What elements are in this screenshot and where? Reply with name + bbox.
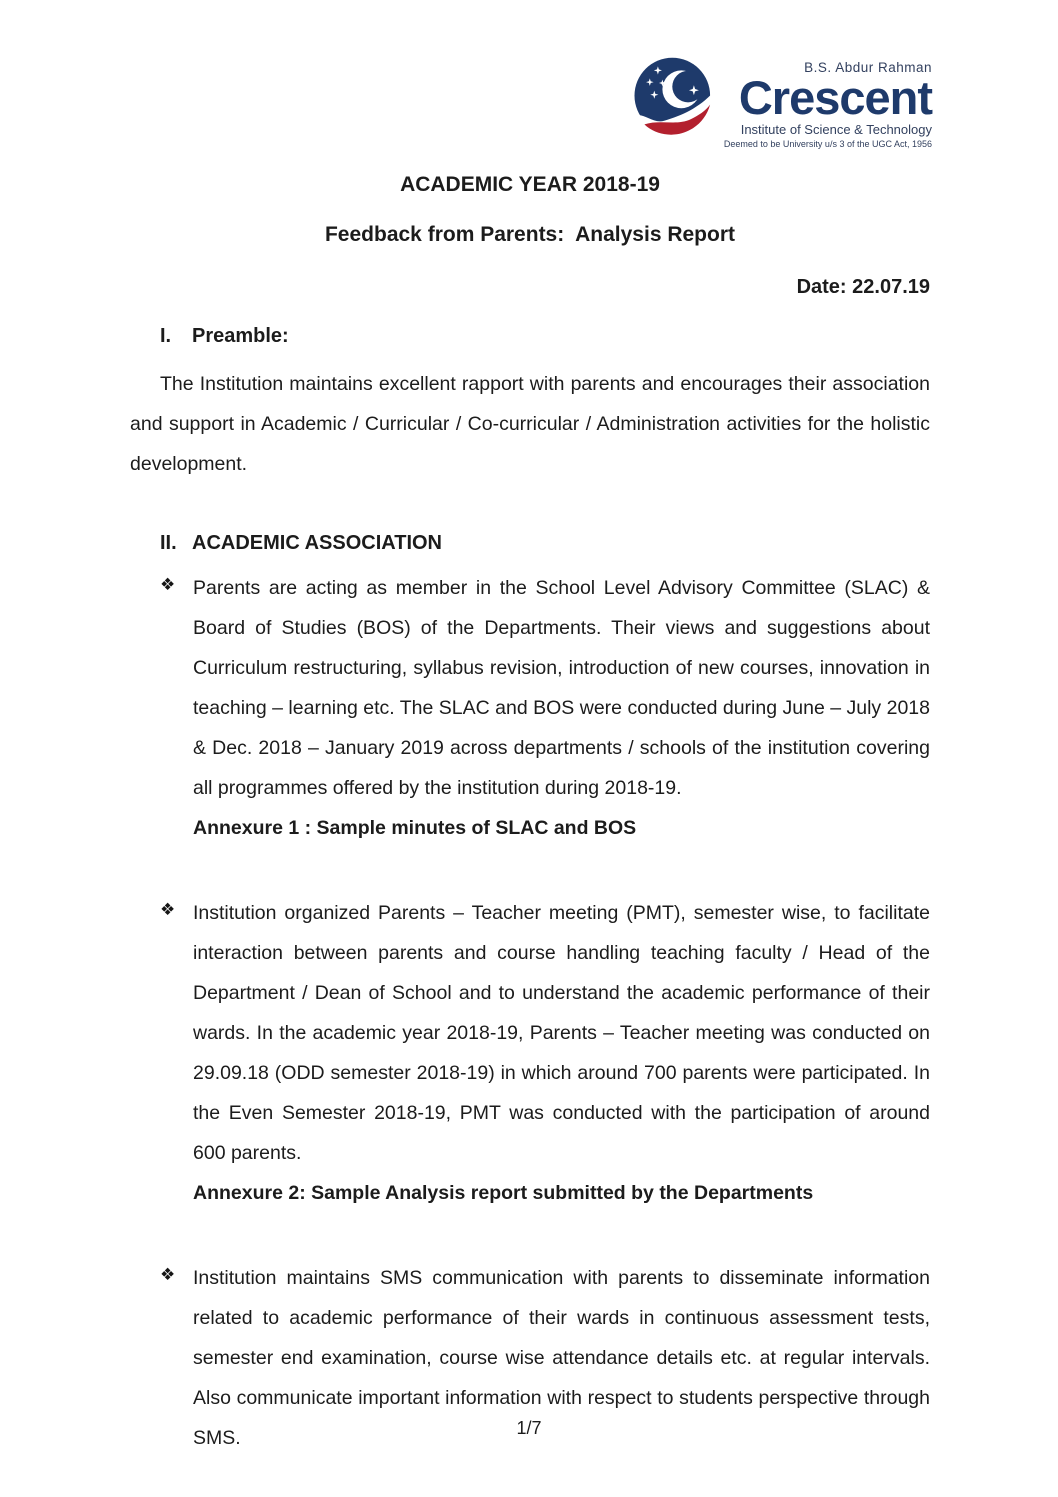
section-number: II. [160, 532, 177, 554]
institution-logo [630, 56, 932, 149]
section-title: Preamble: [192, 325, 289, 347]
bullet-text: Parents are acting as member in the School Level Advisory Committee (SLAC) & Board of Studies (BOS) of the Departments. Their views and suggestions about Curriculum restructuring, syllabus revision, introduction of new courses, innovation in teaching – learning etc. The SLAC and BOS were conducted during June – July 2018 & Dec. 2018 – January 2019 across departments / schools of the institution covering all programmes offered by the institution during 2018-19. [193, 577, 930, 799]
date-label: Date: 22.07.19 [796, 276, 930, 298]
bullet-item-pmt [130, 893, 930, 1213]
section-heading-academic-association [130, 532, 930, 555]
bullet-text: Institution organized Parents – Teacher meeting (PMT), semester wise, to facilitate interaction between parents and course handling teaching faculty / Head of the Department / Dean of School and to understand the academic performance of their wards. In the academic year 2018-19, Parents – Teacher meeting was conducted on 29.09.18 (ODD semester 2018-19) in which around 700 parents were participated. In the Even Semester 2018-19, PMT was conducted with the participation of around 600 parents. [193, 902, 930, 1164]
diamond-bullet-icon: ❖ [160, 900, 176, 919]
bullet-text: Institution maintains SMS communication with parents to disseminate information related to academic performance of their wards in continuous assessment tests, semester end examination, course wise attendance details etc. at regular intervals. Also communicate important information with respect to students perspective through SMS. [193, 1267, 930, 1449]
diamond-bullet-icon: ❖ [160, 575, 176, 594]
section-number: I. [160, 325, 172, 347]
page-subtitle: Feedback from Parents: Analysis Report [324, 223, 735, 246]
logo-founder-name: B.S. Abdur Rahman [804, 60, 932, 75]
page-footer [0, 1418, 1058, 1439]
annexure-note-2: Annexure 2: Sample Analysis report submitted by the Departments [193, 1182, 814, 1204]
logo-wordmark: Crescent [738, 71, 932, 124]
bullet-item-slac-bos [130, 568, 930, 848]
section-heading-preamble [130, 325, 930, 348]
preamble-paragraph: The Institution maintains excellent rapport with parents and encourages their association and support in Academic / Curricular / Co-curricular / Administration activities for the holistic development. [130, 373, 930, 475]
logo-text-block [724, 56, 932, 149]
section-title: ACADEMIC ASSOCIATION [192, 532, 442, 554]
page-title: ACADEMIC YEAR 2018-19 [400, 173, 660, 196]
logo-tagline: Deemed to be University u/s 3 of the UGC Act, 1956 [723, 139, 932, 149]
diamond-bullet-icon: ❖ [160, 1265, 176, 1284]
logo-subtitle: Institute of Science & Technology [740, 122, 932, 137]
page-number: 1/7 [516, 1418, 542, 1438]
crescent-emblem-icon [630, 56, 720, 146]
annexure-note-1: Annexure 1 : Sample minutes of SLAC and BOS [193, 817, 637, 839]
